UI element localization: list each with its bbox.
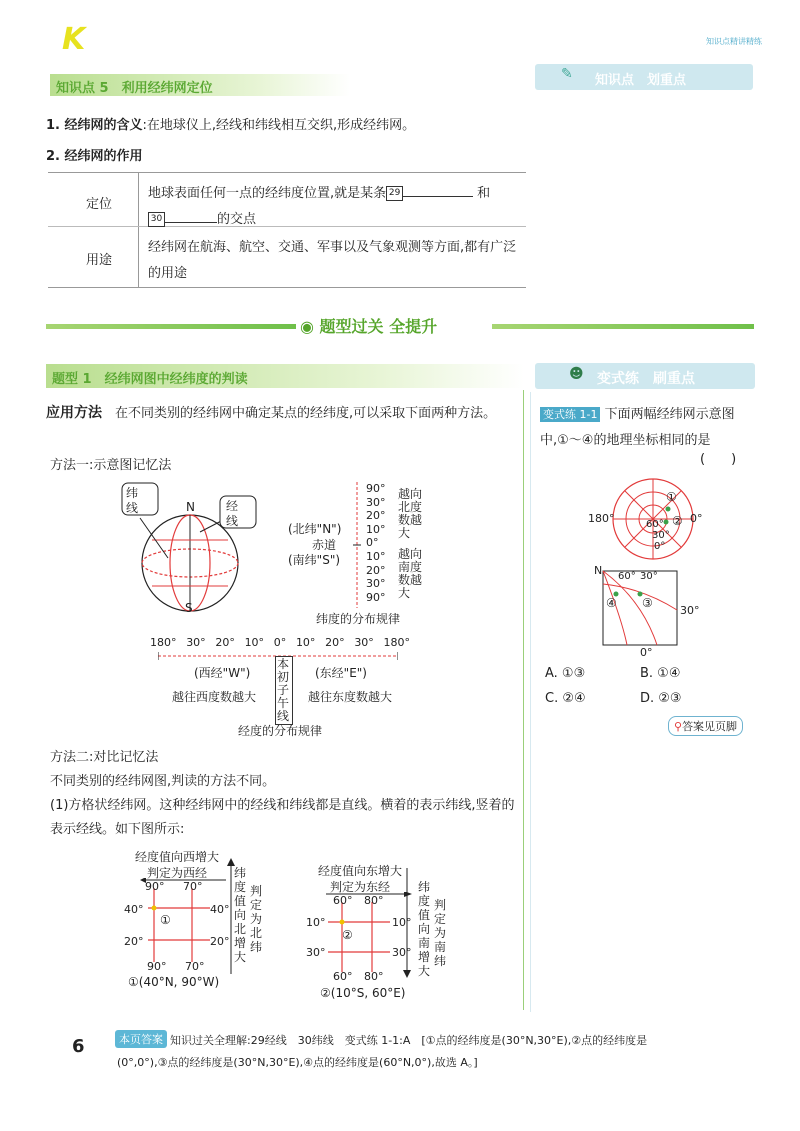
page-number: 6 <box>72 1036 85 1057</box>
lon-tick: 20° <box>325 636 345 649</box>
lon-east-label: (东经"E") <box>315 666 367 680</box>
polar-p2: ② <box>672 514 683 528</box>
square-r: 30° <box>680 604 700 617</box>
grid2-side-a: 纬度值向南增大 <box>418 880 431 978</box>
polar-in2: 30° <box>652 530 670 541</box>
globe-label-jing: 经线 <box>226 499 239 528</box>
m2-line1: 不同类别的经纬网图,判读的方法不同。 <box>50 774 276 789</box>
kp-title: 知识点 5 利用经纬网定位 <box>56 81 213 96</box>
grid1-lat-right-1: 40° <box>210 903 230 916</box>
table-row2-text: 经纬网在航海、航空、交通、军事以及气象观测等方面,都有广泛的用途 <box>148 240 517 281</box>
kp-table <box>48 172 526 288</box>
grid2-lon-bottom-2: 80° <box>364 970 384 983</box>
divider-title <box>300 314 437 337</box>
footer-badge: 本页答案 <box>115 1030 167 1048</box>
option-b[interactable]: B. ①④ <box>640 666 681 681</box>
grid2-lat-right-1: 10° <box>392 916 412 929</box>
practice-header-label: 变式练 刷重点 <box>597 371 695 387</box>
grid2-side-b: 判定为南纬 <box>434 898 447 968</box>
kp-tag-label: 知识点 划重点 <box>595 73 687 88</box>
grid1-sub-title: 判定为西经 <box>147 866 208 880</box>
globe-S: S <box>185 601 193 615</box>
table-row1-label: 定位 <box>86 197 113 212</box>
grid2-lon-bottom-1: 60° <box>333 970 353 983</box>
lat-tick: 0° <box>366 536 379 550</box>
grid1-side-a: 纬度值向北增大 <box>234 866 247 964</box>
practice-question <box>540 402 752 454</box>
practice-tag: 变式练 1-1 <box>540 407 600 422</box>
answer-button-label: 答案见页脚 <box>682 720 738 733</box>
grid1-lat-left-2: 20° <box>124 935 144 948</box>
practice-header <box>535 363 755 389</box>
grid2-lon-top-2: 80° <box>364 894 384 907</box>
answer-button[interactable] <box>668 716 743 736</box>
kp-item2-label: 2. 经纬网的作用 <box>46 149 143 164</box>
blank-num-30: 30 <box>148 212 165 227</box>
top-right-label: 知识点精讲精练 <box>706 37 762 46</box>
square-N: N <box>594 564 603 577</box>
option-a[interactable]: A. ①③ <box>545 666 586 681</box>
grid2-top-title: 经度值向东增大 <box>318 864 403 878</box>
grid2-lat-left-1: 10° <box>306 916 326 929</box>
square-t2: 30° <box>640 571 658 582</box>
globe-label-wei: 纬线 <box>126 486 139 515</box>
lat-tick: 30° <box>366 577 386 591</box>
lat-tick: 90° <box>366 590 386 604</box>
grid1-lon-top-2: 70° <box>183 880 203 893</box>
method-intro <box>46 400 516 427</box>
table-row2-label: 用途 <box>86 253 113 268</box>
lon-west-rule: 越往西度数越大 <box>172 690 257 704</box>
kp-item1 <box>46 114 415 138</box>
globe-N: N <box>186 500 195 514</box>
grid2-lat-left-2: 30° <box>306 946 326 959</box>
lon-tick: 20° <box>215 636 235 649</box>
lon-tick: 10° <box>295 636 316 649</box>
method-text: 在不同类别的经纬网中确定某点的经纬度,可以采取下面两种方法。 <box>115 406 497 421</box>
grid2-sub-title: 判定为东经 <box>330 880 391 894</box>
square-p3: ③ <box>642 596 653 610</box>
grid1-coord: ①(40°N, 90°W) <box>128 975 220 989</box>
table-row1-text <box>148 181 518 233</box>
lat-north-rule: 越向北度数越大 <box>398 487 423 540</box>
grid2-coord: ②(10°S, 60°E) <box>320 986 406 1000</box>
kp-item1-text: :在地球仪上,经线和纬线相互交织,形成经纬网。 <box>142 118 416 133</box>
divider-title-text: 题型过关 全提升 <box>319 317 438 336</box>
row1-text-a: 地球表面任何一点的经纬度位置,就是某条 <box>148 186 387 201</box>
kp-tag <box>535 64 753 90</box>
grid2-down-arrow <box>402 868 412 978</box>
bulb-icon: ◉ <box>300 317 314 336</box>
grid1-lon-bottom-2: 70° <box>185 960 205 973</box>
lon-tick: 180° <box>383 636 410 649</box>
lon-tick: 30° <box>186 636 206 649</box>
polar-right: 0° <box>690 512 703 525</box>
grid1-lat-right-2: 20° <box>210 935 230 948</box>
option-d[interactable]: D. ②③ <box>640 691 682 706</box>
m2-line2: (1)方格状经纬网。这种经纬网中的经线和纬线都是直线。横着的表示纬线,竖着的表示经线。如下图所示: <box>50 798 515 837</box>
lon-prime-label: 本初子午线 <box>275 656 293 725</box>
grid2-lat-right-2: 30° <box>392 946 412 959</box>
lon-west-label: (西经"W") <box>194 666 251 680</box>
grid2-point: ② <box>342 928 353 942</box>
lat-equator: 赤道 <box>312 538 337 552</box>
lon-tick: 10° <box>244 636 265 649</box>
lat-tick: 90° <box>366 482 386 495</box>
lat-tick: 30° <box>366 495 386 509</box>
polar-p1: ① <box>666 490 677 504</box>
footer-line2: (0°,0°),③点的经纬度是(30°N,30°E),④点的经纬度是(60°N,0°),故选 A。] <box>117 1056 478 1069</box>
polar-left: 180° <box>588 512 615 525</box>
kp-item1-label: 1. 经纬网的含义 <box>46 118 143 133</box>
grid2-lon-top-1: 60° <box>333 894 353 907</box>
grid1-lon-top-1: 90° <box>145 880 165 893</box>
lon-east-rule: 越往东度数越大 <box>308 690 393 704</box>
square-b: 0° <box>640 646 653 659</box>
grid1-lat-left-1: 40° <box>124 903 144 916</box>
lat-tick: 20° <box>366 509 386 523</box>
person-icon: ☻ <box>569 366 584 382</box>
lon-caption: 经度的分布规律 <box>238 724 323 738</box>
pencil-icon: ✎ <box>561 66 573 82</box>
lat-tick: 10° <box>366 549 386 563</box>
q1-title: 题型 1 经纬网图中经纬度的判读 <box>52 372 248 387</box>
grid1-lon-bottom-1: 90° <box>147 960 167 973</box>
square-t1: 60° <box>618 571 636 582</box>
lat-tick: 10° <box>366 522 386 536</box>
m2-title: 方法二:对比记忆法 <box>50 750 159 765</box>
lat-tick: 20° <box>366 563 386 577</box>
practice-paren: ( ) <box>700 452 737 467</box>
q1-vline <box>523 390 524 1010</box>
logo: K <box>62 22 86 57</box>
grid1-top-title: 经度值向西增大 <box>135 850 220 864</box>
lat-caption: 纬度的分布规律 <box>316 612 401 626</box>
blank-num-29: 29 <box>386 186 403 201</box>
polar-in3: 0° <box>654 541 666 552</box>
lon-tick: 180° <box>150 636 177 649</box>
method-label: 应用方法 <box>46 405 102 421</box>
lat-south-label: (南纬"S") <box>288 553 341 567</box>
key-icon: ⚲ <box>674 720 683 733</box>
grid1-side-b: 判定为北纬 <box>250 884 263 954</box>
divider-bar-left <box>46 324 296 329</box>
lat-south-rule: 越向南度数越大 <box>398 547 423 600</box>
lon-tick: 30° <box>354 636 374 649</box>
practice-vline <box>530 392 531 1012</box>
m1-title: 方法一:示意图记忆法 <box>50 458 172 473</box>
divider-bar-right <box>492 324 754 329</box>
lat-scale-axis <box>352 482 362 608</box>
option-c[interactable]: C. ②④ <box>545 691 586 706</box>
lon-tick: 0° <box>273 636 287 649</box>
practice-question-text: 下面两幅经纬网示意图中,①～④的地理坐标相同的是 <box>540 407 735 448</box>
kp-item2 <box>46 145 143 169</box>
grid1-point: ① <box>160 913 171 927</box>
polar-in1: 60° <box>646 519 664 530</box>
square-p4: ④ <box>606 596 617 610</box>
lat-ticks <box>366 482 386 604</box>
lon-ticks <box>150 636 410 649</box>
row1-text-c: 的交点 <box>217 212 257 227</box>
lat-north-label: (北纬"N") <box>288 522 342 536</box>
footer-line1: 知识过关全理解:29经线 30纬线 变式练 1-1:A [①点的经纬度是(30°N,30°E),②点的经纬度是 <box>170 1034 648 1047</box>
row1-text-b: 和 <box>477 186 491 201</box>
